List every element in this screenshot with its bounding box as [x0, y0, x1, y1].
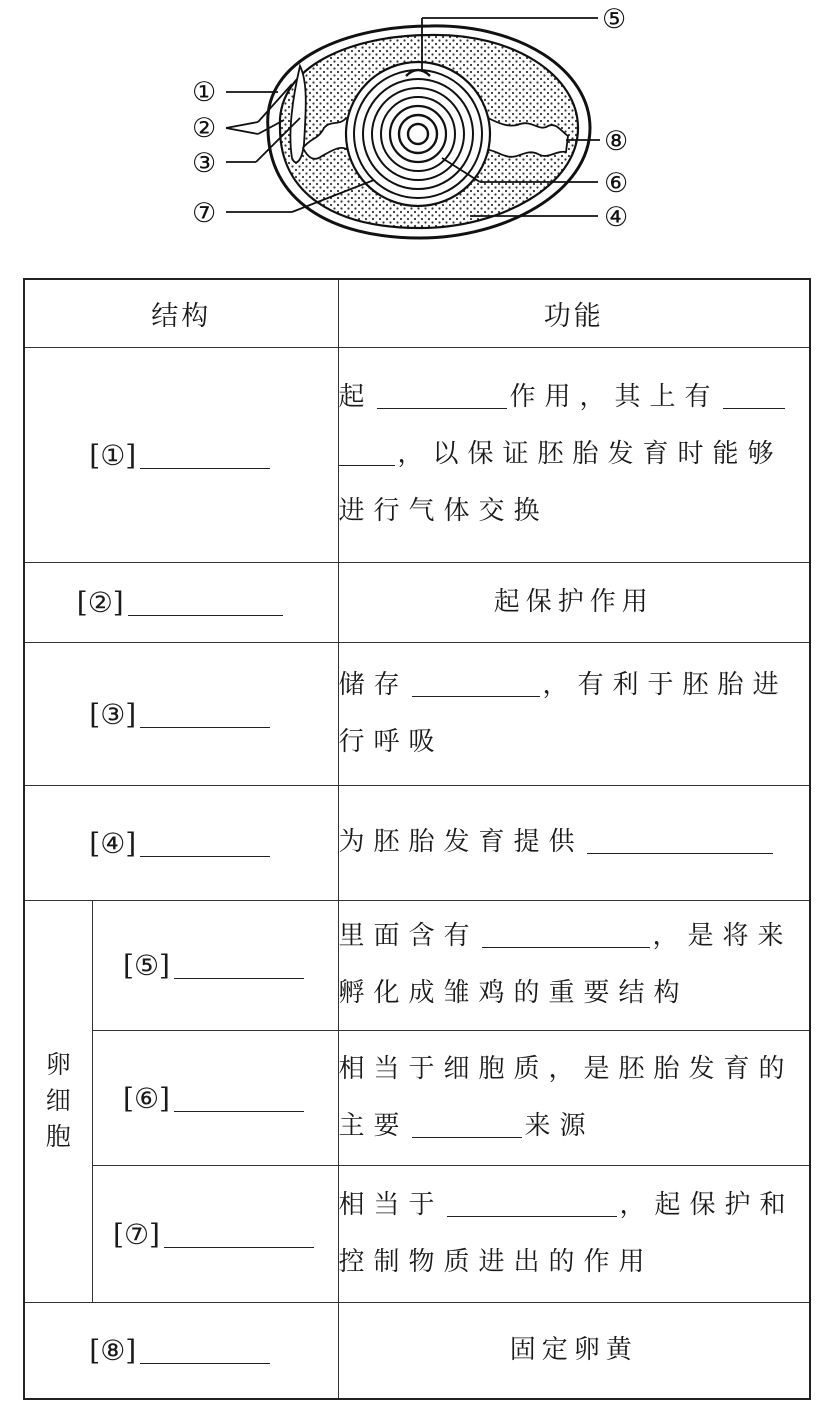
structure-cell-7: [⑦] [92, 1165, 338, 1302]
structure-function-table [23, 278, 811, 1400]
table-row [24, 642, 810, 785]
structure-cell-4: [④] [24, 785, 338, 900]
answer-blank[interactable] [140, 438, 270, 469]
table-row [24, 1030, 810, 1165]
diagram-label-3: ③ [192, 148, 217, 179]
function-cell-6: 相当于细胞质，是胚胎发育的主要 来源 [338, 1030, 810, 1165]
diagram-label-6: ⑥ [604, 168, 629, 199]
diagram-label-7: ⑦ [192, 198, 217, 229]
answer-blank[interactable] [128, 585, 283, 616]
function-cell-7: 相当于 ，起保护和控制物质进出的作用 [338, 1165, 810, 1302]
function-cell-8: 固定卵黄 [338, 1302, 810, 1399]
answer-blank[interactable] [140, 1333, 270, 1364]
structure-cell-3: [③] [24, 642, 338, 785]
answer-blank[interactable] [174, 1081, 304, 1112]
table-row [24, 347, 810, 562]
answer-blank[interactable] [377, 378, 507, 409]
answer-blank[interactable] [140, 697, 270, 728]
answer-blank[interactable] [174, 948, 304, 979]
table-row [24, 785, 810, 900]
answer-blank[interactable] [164, 1217, 314, 1248]
structure-cell-6: [⑥] [92, 1030, 338, 1165]
answer-blank[interactable] [587, 823, 773, 854]
answer-blank[interactable] [447, 1186, 617, 1217]
table-row [24, 1165, 810, 1302]
egg-cell-group-cell [24, 900, 92, 1302]
table-row [24, 900, 810, 1030]
answer-blank[interactable] [723, 378, 785, 409]
function-cell-1: 起 作用，其上有，以保证胚胎发育时能够进行气体交换 [338, 347, 810, 562]
answer-blank[interactable] [412, 1107, 522, 1138]
table-row [24, 1302, 810, 1399]
answer-blank[interactable] [339, 435, 395, 466]
header-function: 功能 [338, 279, 810, 347]
egg-cell-group-label: 卵细胞 [45, 1050, 71, 1151]
answer-blank[interactable] [412, 666, 540, 697]
yolk [346, 62, 490, 206]
header-structure: 结构 [24, 279, 338, 347]
diagram-label-4: ④ [604, 202, 629, 233]
function-cell-5: 里面含有 ，是将来孵化成雏鸡的重要结构 [338, 900, 810, 1030]
function-cell-2: 起保护作用 [338, 562, 810, 642]
diagram-label-5: ⑤ [602, 4, 627, 35]
structure-cell-2: [②] [24, 562, 338, 642]
diagram-label-1: ① [192, 77, 217, 108]
egg-structure-diagram [0, 0, 822, 270]
diagram-label-8: ⑧ [604, 126, 629, 157]
structure-cell-1: [①] [24, 347, 338, 562]
table-row [24, 562, 810, 642]
function-cell-3: 储存 ，有利于胚胎进行呼吸 [338, 642, 810, 785]
function-cell-4: 为胚胎发育提供 [338, 785, 810, 900]
diagram-label-2: ② [192, 113, 217, 144]
structure-cell-8: [⑧] [24, 1302, 338, 1399]
answer-blank[interactable] [140, 826, 270, 857]
structure-cell-5: [⑤] [92, 900, 338, 1030]
answer-blank[interactable] [482, 917, 650, 948]
table-header-row [24, 279, 810, 347]
